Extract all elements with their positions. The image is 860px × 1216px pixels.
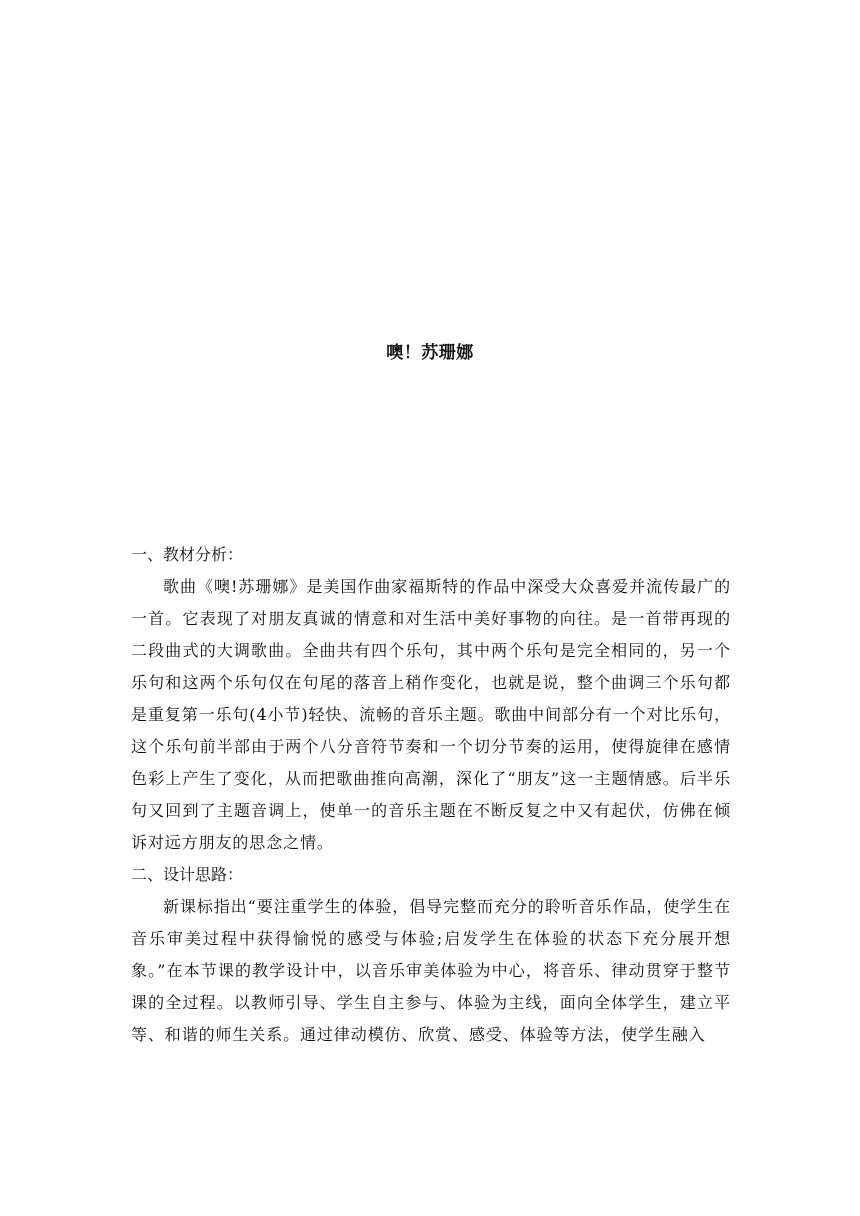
document-title: 噢！苏珊娜 [386, 343, 474, 363]
section-heading-design-ideas: 二、设计思路： [131, 865, 244, 884]
section-paragraph-textbook-analysis: 歌曲《噢!苏珊娜》是美国作曲家福斯特的作品中深受大众喜爱并流传最广的一首。它表现了对朋友真诚的情意和对生活中美好事物的向往。是一首带再现的二段曲式的大调歌曲。全曲共有四个乐句，其中两个乐句是完全相同的，另一个乐句和这两个乐句仅在句尾的落音上稍作变化，也就是说，整个曲调三个乐句都是重复第一乐句(4小节)轻快、流畅的音乐主题。歌曲中间部分有一个对比乐句，这个乐句前半部由于两个八分音符节奏和一个切分节奏的运用，使得旋律在感情色彩上产生了变化，从而把歌曲推向高潮，深化了“朋友”这一主题情感。后半乐句又回到了主题音调上，使单一的音乐主题在不断反复之中又有起伏，仿佛在倾诉对远方朋友的思念之情。 [131, 577, 731, 852]
document-body [131, 539, 731, 1051]
section-heading-textbook-analysis: 一、教材分析： [131, 545, 244, 564]
section-paragraph-design-ideas: 新课标指出“要注重学生的体验，倡导完整而充分的聆听音乐作品，使学生在音乐审美过程中获得愉悦的感受与体验;启发学生在体验的状态下充分展开想象。”在本节课的教学设计中，以音乐审美体验为中心，将音乐、律动贯穿于整节课的全过程。以教师引导、学生自主参与、体验为主线，面向全体学生，建立平等、和谐的师生关系。通过律动模仿、欣赏、感受、体验等方法，使学生融入 [131, 897, 731, 1044]
